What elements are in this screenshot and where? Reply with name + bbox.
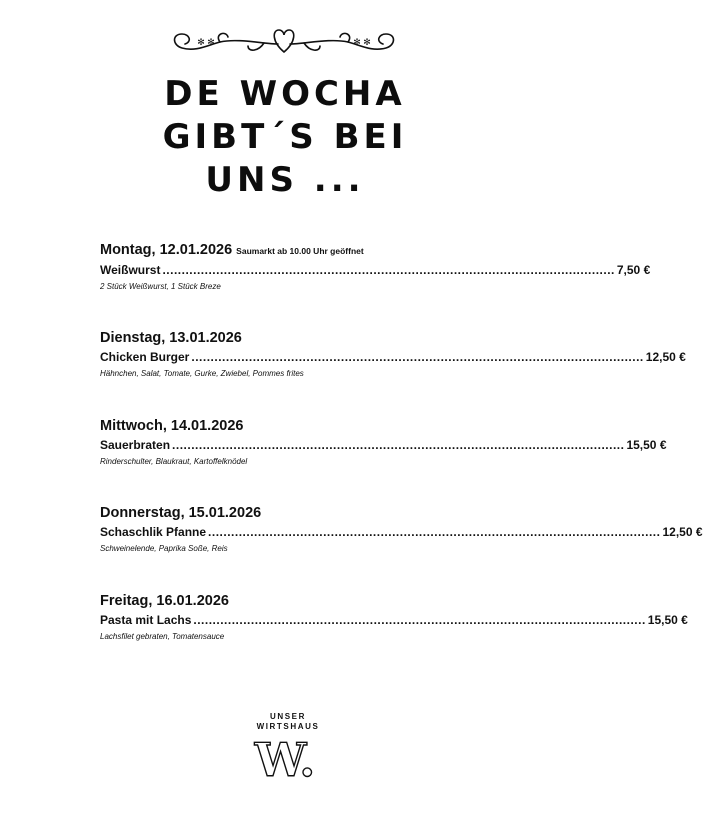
dish-row bbox=[100, 262, 651, 279]
menu-day-wednesday bbox=[100, 417, 667, 469]
day-heading bbox=[100, 504, 472, 522]
dish-row bbox=[100, 612, 688, 629]
dish-price: 7,50 € bbox=[616, 263, 651, 277]
day-heading bbox=[100, 241, 472, 260]
dish-name: Chicken Burger bbox=[100, 350, 190, 364]
dot-leader: ...................................................................................................................... bbox=[208, 525, 661, 539]
menu-day-tuesday bbox=[100, 329, 686, 381]
menu-day-thursday bbox=[100, 504, 703, 556]
dot-leader: ...................................................................................................................... bbox=[172, 438, 625, 452]
dish-row bbox=[100, 437, 667, 454]
dish-row bbox=[100, 524, 703, 541]
dish-price: 15,50 € bbox=[626, 438, 667, 452]
title-line-2: GIBT´S BEI bbox=[162, 117, 408, 157]
menu-day-friday bbox=[100, 592, 688, 644]
page-title bbox=[0, 73, 570, 202]
dish-description: Schweinelende, Paprika Soße, Reis bbox=[100, 544, 228, 553]
day-date: Dienstag, 13.01.2026 bbox=[100, 330, 242, 346]
dish-description: Hähnchen, Salat, Tomate, Gurke, Zwiebel, Pommes frites bbox=[100, 369, 304, 378]
day-date: Donnerstag, 15.01.2026 bbox=[100, 505, 262, 521]
svg-text:✻: ✻ bbox=[197, 38, 205, 48]
svg-text:✻: ✻ bbox=[363, 38, 371, 48]
dish-price: 12,50 € bbox=[662, 525, 703, 539]
dot-leader: ...................................................................................................................... bbox=[162, 263, 615, 277]
dish-name: Weißwurst bbox=[100, 263, 161, 277]
day-heading bbox=[100, 592, 472, 610]
wirtshaus-logo-icon bbox=[254, 733, 321, 787]
dish-row bbox=[100, 349, 686, 366]
title-line-1: DE WOCHA bbox=[164, 74, 406, 114]
logo-line-2: WIRTSHAUS bbox=[256, 722, 320, 731]
dish-name: Sauerbraten bbox=[100, 438, 171, 452]
svg-text:✻: ✻ bbox=[353, 38, 361, 48]
title-line-3: UNS ... bbox=[205, 160, 365, 200]
ornament-heart-icon bbox=[168, 22, 400, 62]
day-date: Mittwoch, 14.01.2026 bbox=[100, 418, 244, 434]
dish-price: 12,50 € bbox=[645, 350, 686, 364]
dish-description: Rinderschulter, Blaukraut, Kartoffelknödel bbox=[100, 457, 248, 466]
dish-description: Lachsfilet gebraten, Tomatensauce bbox=[100, 632, 225, 641]
dish-name: Schaschlik Pfanne bbox=[100, 525, 207, 539]
wirtshaus-logo bbox=[250, 712, 326, 732]
day-date: Montag, 12.01.2026 bbox=[100, 242, 233, 258]
logo-line-1: UNSER bbox=[269, 712, 306, 721]
day-heading bbox=[100, 329, 472, 347]
day-note: Saumarkt ab 10.00 Uhr geöffnet bbox=[236, 246, 364, 256]
svg-text:✻: ✻ bbox=[207, 38, 215, 48]
logo-mark: W. bbox=[254, 733, 316, 787]
dish-name: Pasta mit Lachs bbox=[100, 613, 192, 627]
day-date: Freitag, 16.01.2026 bbox=[100, 593, 229, 609]
dot-leader: ...................................................................................................................... bbox=[193, 613, 646, 627]
dish-price: 15,50 € bbox=[647, 613, 688, 627]
day-heading bbox=[100, 417, 472, 435]
menu-day-monday bbox=[100, 241, 651, 294]
dish-description: 2 Stück Weißwurst, 1 Stück Breze bbox=[100, 282, 221, 291]
dot-leader: ...................................................................................................................... bbox=[191, 350, 644, 364]
